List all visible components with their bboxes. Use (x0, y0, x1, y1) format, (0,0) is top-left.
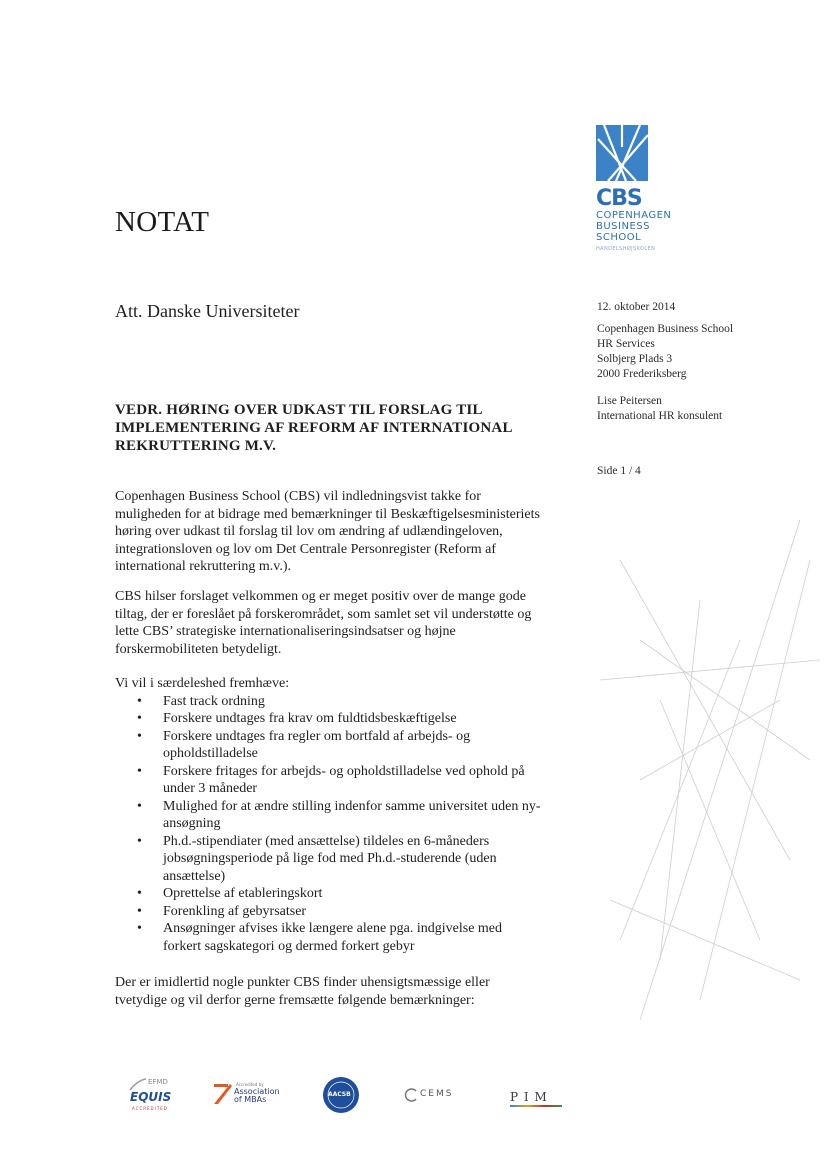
aacsb-logo (322, 1076, 360, 1118)
cbs-logo-name: CBS (596, 186, 642, 211)
cbs-logo (596, 125, 696, 252)
list-item: • Ansøgninger afvises ikke længere alene pga. indgivelse med forkert sagskategori og dermed forkert gebyr (115, 920, 575, 955)
pim-label: P I M (510, 1090, 548, 1104)
contact-person: Lise Peitersen International HR konsulent (597, 395, 723, 422)
paragraph-intro (115, 488, 575, 576)
document-title: NOTAT (115, 206, 210, 238)
paragraph-remarks (115, 974, 575, 1009)
cems-label: CEMS (420, 1089, 454, 1099)
accreditation-footer (0, 1076, 828, 1136)
cbs-logo-mark-icon (596, 125, 648, 181)
list-item: • Forskere undtages fra regler om bortfald af arbejds- og opholdstilladelse (115, 728, 575, 763)
cems-ring-icon (404, 1088, 418, 1102)
amba-mark-icon (212, 1082, 234, 1106)
list-item: • Oprettelse af etableringskort (115, 885, 575, 903)
list-item: • Ph.d.-stipendiater (med ansættelse) tildeles en 6-måneders jobsøgningsperiode på lige fod med Ph.d.-studerende (uden ansættelse) (115, 833, 575, 886)
cbs-logo-line2: BUSINESS SCHOOL (596, 221, 650, 243)
paragraph-text: Copenhagen Business School (CBS) vil indledningsvist takke for muligheden for at bidrage med bemærkninger til Beskæftigelsesministeriets høring over udkast til forslag til lov om ændring af udlændingeloven, integrationsloven og lov om Det Centrale Personregister (Reform af international rekruttering m.v.). (115, 489, 540, 574)
sender-address: Copenhagen Business School HR Services Solbjerg Plads 3 2000 Frederiksberg (597, 323, 734, 380)
amba-label: Association of MBAs (234, 1087, 280, 1104)
document-date: 12. oktober 2014 (597, 301, 676, 313)
list-item: • Forskere fritages for arbejds- og opholdstilladelse ved ophold på under 3 måneder (115, 763, 575, 798)
paragraph-text: CBS hilser forslaget velkommen og er meget positiv over de mange gode tiltag, der er foreslået på forskerområdet, som samlet set vil understøtte og lette CBS’ strategiske internationaliseringsindsatser og højne forskermobiliteten betydeligt. (115, 589, 532, 657)
efmd-label: EFMD (148, 1078, 168, 1086)
aacsb-label: AACSB (328, 1091, 351, 1098)
list-item: • Fast track ordning (115, 693, 575, 711)
equis-label: EQUIS (130, 1090, 172, 1104)
equis-accredited-label: ACCREDITED (132, 1106, 168, 1111)
subject-heading: VEDR. HØRING OVER UDKAST TIL FORSLAG TIL IMPLEMENTERING AF REFORM AF INTERNATIONAL REKRUTTERING M.V. (115, 402, 512, 454)
pim-logo (510, 1090, 562, 1107)
pim-underline (510, 1105, 562, 1107)
page-number: Side 1 / 4 (597, 465, 641, 477)
amba-small-label: Accredited by (236, 1082, 264, 1087)
list-item: • Forskere undtages fra krav om fuldtidsbeskæftigelse (115, 710, 575, 728)
highlights-list (115, 693, 575, 956)
cbs-logo-tagline: HANDELSHØJSKOLEN (596, 246, 656, 252)
list-item: • Mulighed for at ændre stilling indenfor samme universitet uden ny- ansøgning (115, 798, 575, 833)
list-item: • Forenkling af gebyrsatser (115, 903, 575, 921)
paragraph-welcome (115, 588, 575, 658)
paragraph-text: Der er imidlertid nogle punkter CBS finder uhensigtsmæssige eller tvetydige og vil derfor gerne fremsætte følgende bemærkninger: (115, 975, 490, 1008)
cbs-logo-line1: COPENHAGEN (596, 210, 672, 221)
recipient-line: Att. Danske Universiteter (115, 301, 300, 321)
highlights-section (115, 675, 575, 955)
highlights-intro: Vi vil i særdeleshed fremhæve: (115, 676, 290, 691)
